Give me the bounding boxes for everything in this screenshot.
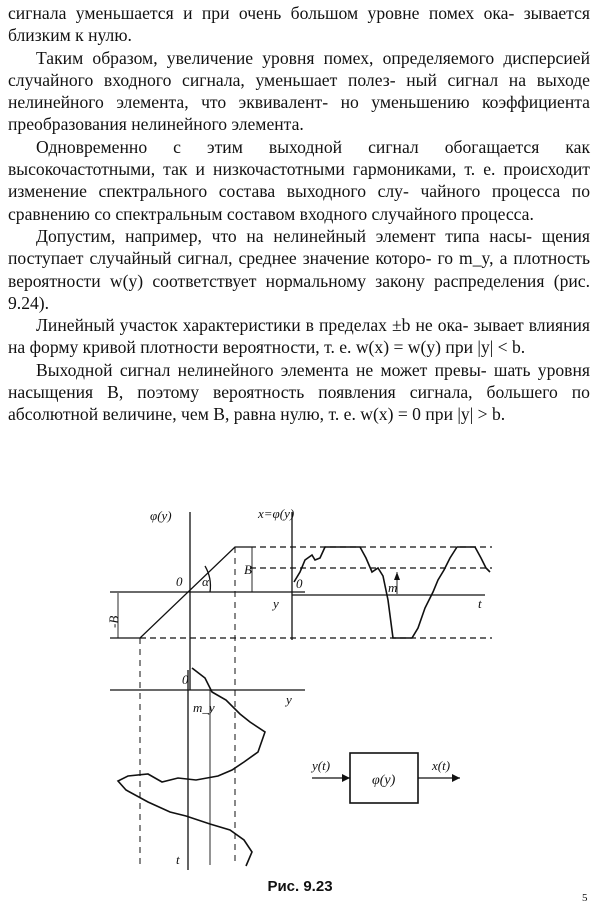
text-line: Таким образом, увеличение уровня помех, определяемого (36, 47, 495, 68)
text-line: т. е. w(x) = w(y) при |y| < b. (324, 337, 526, 358)
label-b: B (244, 562, 252, 577)
text-line: но уменьшению коэффициента преобразования нелинейного (8, 92, 590, 135)
text-line: зывает влияния на форму кривой плотности вероятности, (8, 315, 591, 358)
paragraph-2 (8, 47, 590, 136)
paragraph-4 (8, 225, 590, 314)
text-line: закону распределения (рис. 9.24). (8, 270, 590, 313)
text-line: сигнала уменьшается и при очень большом уровне помех ока- (8, 3, 515, 23)
block-input-label: y(t) (312, 758, 331, 773)
label-phi-axis: φ(y) (150, 508, 172, 523)
text-line: элемента. (231, 114, 304, 135)
body-text (8, 2, 590, 426)
label-zero: 0 (182, 672, 189, 687)
m-arrowhead (394, 572, 400, 580)
page-mark: 5 (582, 892, 588, 904)
text-line: чайного процесса по сравнению со спектральным составом (8, 181, 590, 224)
paragraph-5 (8, 314, 590, 359)
text-line: Выходной сигнал нелинейного элемента не может превы- (36, 359, 487, 380)
paragraph-6 (8, 359, 590, 426)
output-arrowhead (452, 774, 460, 782)
text-line: ный сигнал на выходе нелинейного элемента, что эквивалент- (8, 69, 590, 113)
text-line: зывается близким к нулю. (8, 3, 590, 46)
input-arrowhead (342, 774, 350, 782)
label-y-axis: y (286, 692, 292, 707)
label-zero: 0 (296, 576, 303, 591)
text-line: происходит изменение спектрального состава выходного слу- (8, 159, 590, 202)
label-zero: 0 (176, 574, 183, 589)
text-line: Допустим, например, что на нелинейный элемент типа насы- (36, 225, 533, 246)
text-line: высокочастотными, так и низкочастотными гармониками, т. е. (8, 159, 496, 180)
label-x-axis: x=φ(y) (258, 506, 295, 521)
label-t-axis: t (478, 596, 482, 611)
figure-9-23 (0, 500, 600, 875)
label-y-axis: y (273, 596, 279, 611)
text-line: Одновременно с этим выходной сигнал обогащается как (36, 136, 590, 157)
label-neg-b: -B (106, 615, 121, 628)
figure-caption: Рис. 9.23 (267, 878, 333, 895)
block-function-label: φ(y) (372, 773, 396, 788)
text-line: шать уровня насыщения B, поэтому вероятность появления (8, 359, 590, 403)
label-t-axis: t (176, 852, 180, 867)
block-output-label: x(t) (432, 758, 451, 773)
label-alpha: α (202, 574, 209, 589)
text-line: щения поступает случайный сигнал, среднее значение которо- (8, 225, 590, 269)
paragraph-1 (8, 2, 590, 47)
text-line: сигнала, большего по абсолютной величине, чем B, равна нулю, (8, 382, 590, 425)
label-m-y: m_y (193, 700, 215, 715)
text-line: Линейный участок характеристики в пределах ±b не ока- (36, 315, 469, 336)
text-line: т. е. w(x) = 0 при |y| > b. (328, 404, 506, 425)
paragraph-3 (8, 136, 590, 225)
text-line: входного случайного процесса. (299, 203, 534, 224)
text-line: го m_y, а плотность вероятности w(y) соответствует нормальному (8, 248, 591, 291)
label-m: m (388, 580, 398, 595)
text-line: дисперсией случайного входного сигнала, уменьшает полез- (8, 47, 590, 90)
